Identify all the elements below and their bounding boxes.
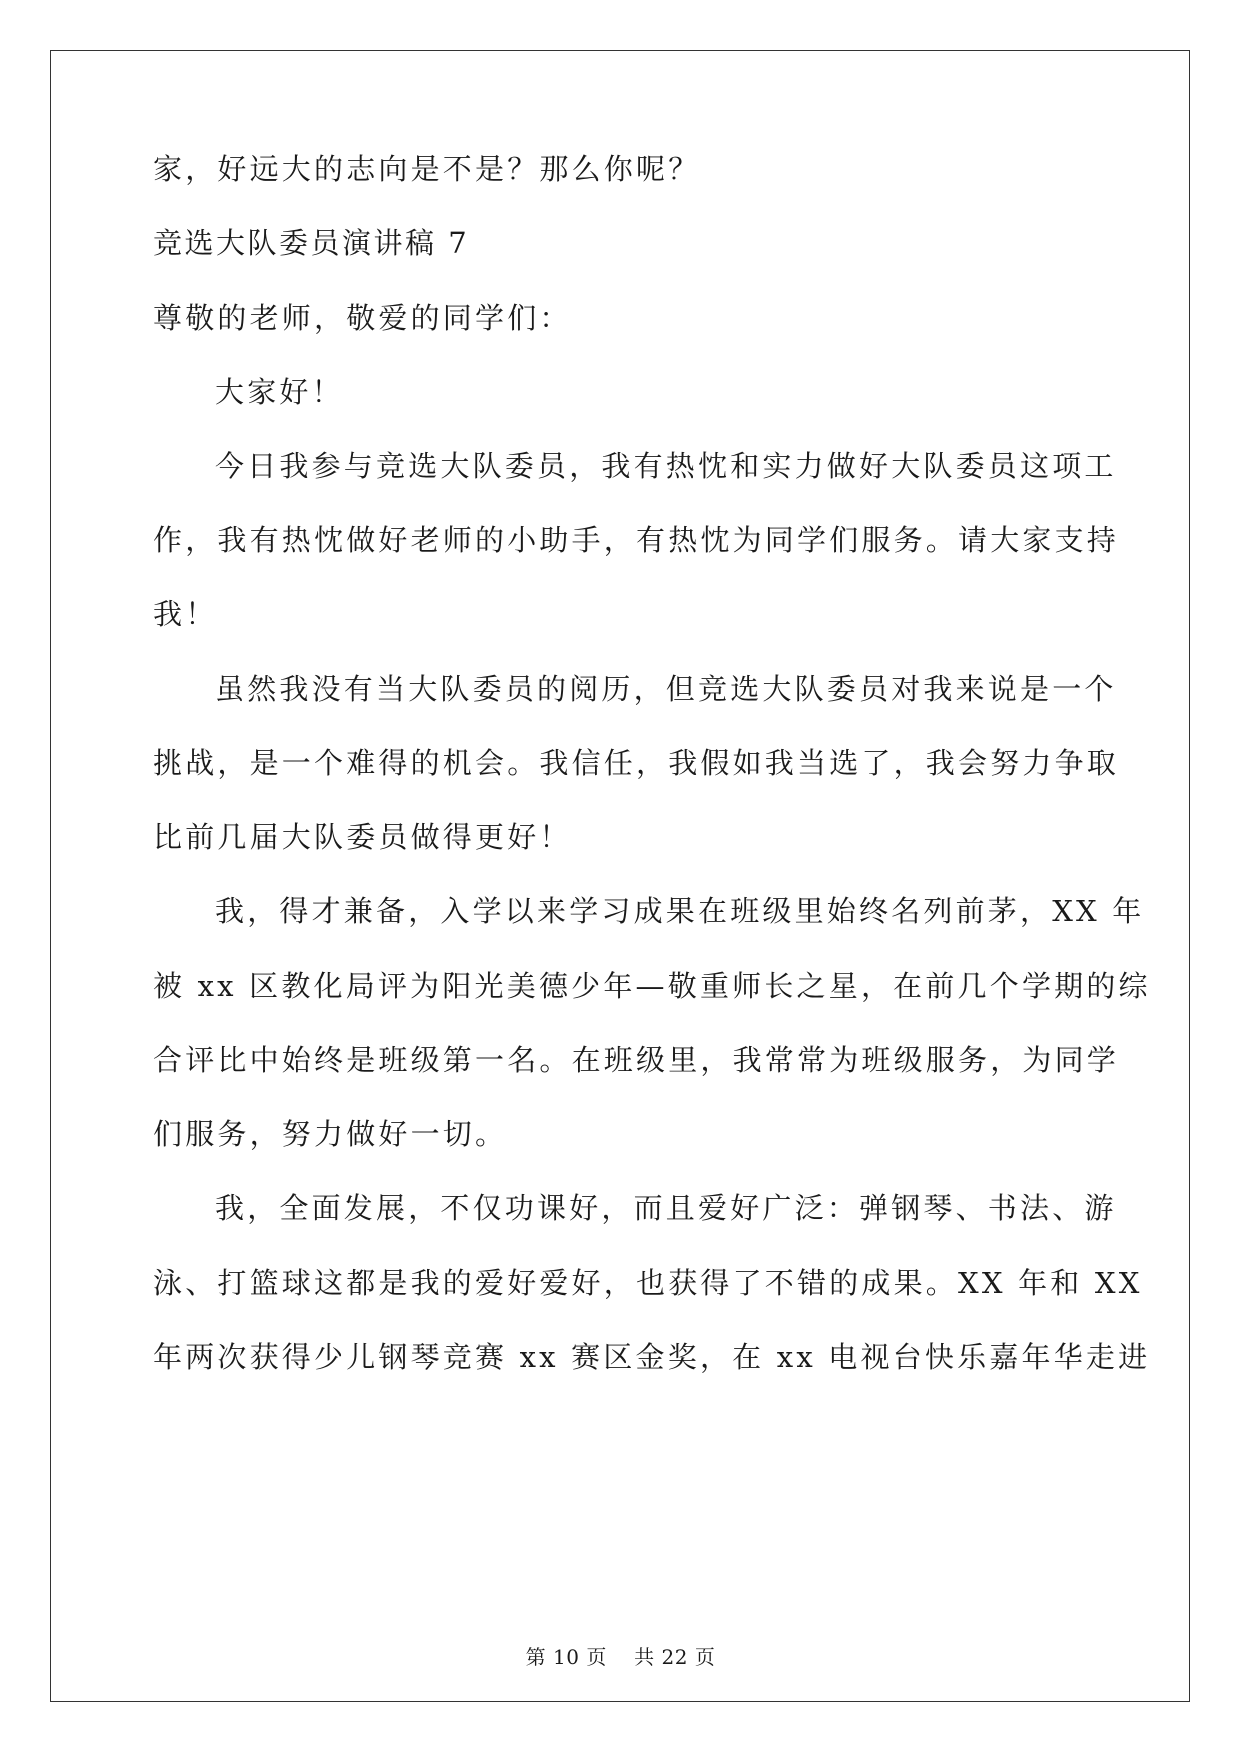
paragraph-line: 我，全面发展，不仅功课好，而且爱好广泛：弹钢琴、书法、游 [215,1191,1117,1225]
paragraph-line: 我，得才兼备，入学以来学习成果在班级里始终名列前茅，XX 年 [215,894,1145,928]
page-number-footer: 第 10 页 共 22 页 [525,1645,716,1669]
paragraph-line: 年两次获得少儿钢琴竞赛 xx 赛区金奖，在 xx 电视台快乐嘉年华走进 [153,1340,1151,1374]
paragraph-line: 今日我参与竞选大队委员，我有热忱和实力做好大队委员这项工 [215,449,1117,483]
text-line: 家，好远大的志向是不是？那么你呢？ [153,152,701,186]
paragraph-line: 我！ [153,597,218,631]
page-border [50,50,1190,1702]
paragraph-line: 挑战，是一个难得的机会。我信任，我假如我当选了，我会努力争取 [153,746,1120,780]
paragraph-line: 虽然我没有当大队委员的阅历，但竞选大队委员对我来说是一个 [215,672,1117,706]
salutation: 尊敬的老师，敬爱的同学们： [153,301,572,335]
paragraph-line: 们服务，努力做好一切。 [153,1117,508,1151]
section-heading: 竞选大队委员演讲稿 7 [153,226,470,260]
paragraph-line: 作，我有热忱做好老师的小助手，有热忱为同学们服务。请大家支持 [153,523,1120,557]
paragraph-line: 比前几届大队委员做得更好！ [153,820,572,854]
paragraph-line: 被 xx 区教化局评为阳光美德少年—敬重师长之星，在前几个学期的综 [153,969,1151,1003]
greeting: 大家好！ [215,375,344,409]
paragraph-line: 合评比中始终是班级第一名。在班级里，我常常为班级服务，为同学 [153,1043,1120,1077]
paragraph-line: 泳、打篮球这都是我的爱好爱好，也获得了不错的成果。XX 年和 XX [153,1266,1143,1300]
